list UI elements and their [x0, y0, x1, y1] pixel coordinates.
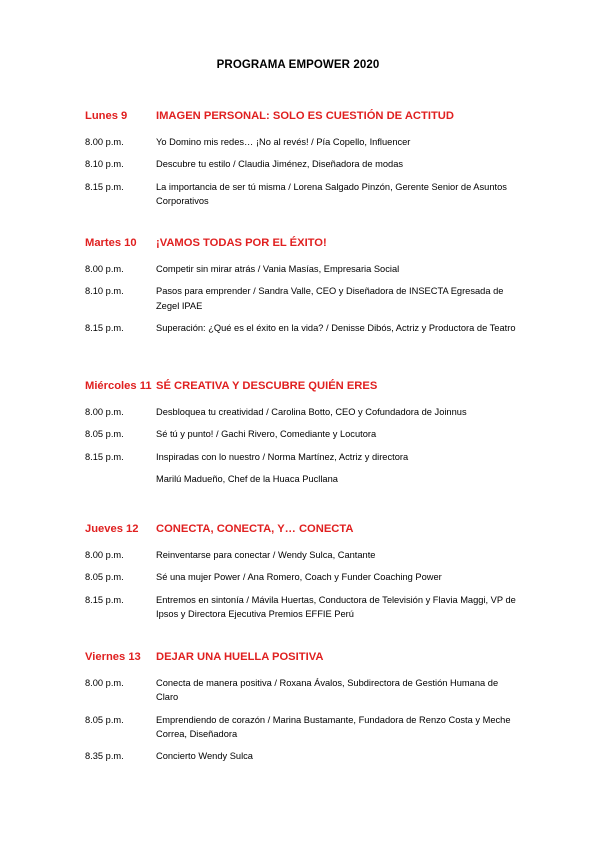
session-row — [85, 262, 525, 276]
session-row — [85, 135, 525, 149]
session-time: 8.00 p.m. — [85, 137, 124, 147]
session-text: La importancia de ser tú misma / Lorena Salgado Pinzón, Gerente Senior de Asuntos Corporativos — [156, 181, 507, 206]
day-label: Martes 10 — [85, 237, 137, 249]
session-time: 8.15 p.m. — [85, 594, 124, 605]
session-time: 8.35 p.m. — [85, 751, 124, 762]
page-title: PROGRAMA EMPOWER 2020 — [216, 59, 380, 71]
session-time: 8.00 p.m. — [85, 678, 124, 688]
session-text: Conecta de manera positiva / Roxana Ávalos, Subdirectora de Gestión Humana de Claro — [156, 678, 499, 703]
day-theme: ¡VAMOS TODAS POR EL ÉXITO! — [156, 237, 327, 249]
day-header — [85, 523, 525, 537]
session-row — [85, 548, 525, 562]
day-label: Viernes 13 — [85, 651, 141, 663]
session-text: Pasos para emprender / Sandra Valle, CEO y Diseñadora de INSECTA Egresada de Zegel IPAE — [156, 286, 504, 311]
session-time: 8.00 p.m. — [85, 407, 124, 417]
session-text: Superación: ¿Qué es el éxito en la vida? / Denisse Dibós, Actriz y Productora de Teatro — [156, 322, 516, 333]
session-row — [85, 593, 525, 622]
session-row — [85, 450, 525, 464]
session-text: Desbloquea tu creatividad / Carolina Botto, CEO y Cofundadora de Joinnus — [156, 407, 467, 417]
session-time: 8.05 p.m. — [85, 429, 124, 440]
session-time: 8.15 p.m. — [85, 181, 124, 192]
session-time: 8.05 p.m. — [85, 572, 124, 583]
session-time: 8.10 p.m. — [85, 286, 124, 297]
session-row — [85, 472, 525, 486]
session-time: 8.15 p.m. — [85, 322, 124, 333]
session-text: Yo Domino mis redes… ¡No al revés! / Pía Copello, Influencer — [156, 137, 411, 147]
day-section-martes — [85, 237, 525, 335]
session-row — [85, 405, 525, 419]
day-section-jueves — [85, 523, 525, 621]
day-section-viernes — [85, 651, 525, 763]
session-row — [85, 157, 525, 171]
day-header — [85, 380, 525, 394]
session-text: Emprendiendo de corazón / Marina Bustamante, Fundadora de Renzo Costa y Meche Correa, Diseñadora — [156, 714, 511, 739]
session-text: Sé tú y punto! / Gachi Rivero, Comediante y Locutora — [156, 429, 377, 440]
session-row — [85, 570, 525, 584]
session-row — [85, 180, 525, 209]
session-text: Concierto Wendy Sulca — [156, 751, 253, 762]
day-label: Miércoles 11 — [85, 380, 152, 392]
day-theme: CONECTA, CONECTA, Y… CONECTA — [156, 523, 354, 535]
day-header — [85, 651, 525, 665]
session-time: 8.10 p.m. — [85, 159, 124, 170]
session-time: 8.15 p.m. — [85, 451, 124, 462]
session-time: 8.00 p.m. — [85, 264, 124, 274]
day-theme: DEJAR UNA HUELLA POSITIVA — [156, 651, 324, 663]
session-row — [85, 713, 525, 742]
day-header — [85, 237, 525, 251]
day-section-lunes — [85, 110, 525, 208]
session-text: Marilú Madueño, Chef de la Huaca Pucllana — [156, 473, 338, 484]
session-row — [85, 284, 525, 313]
session-row — [85, 676, 525, 705]
day-label: Jueves 12 — [85, 523, 139, 535]
session-text: Descubre tu estilo / Claudia Jiménez, Diseñadora de modas — [156, 159, 404, 170]
day-theme: IMAGEN PERSONAL: SOLO ES CUESTIÓN DE ACTITUD — [156, 110, 454, 122]
session-row — [85, 427, 525, 441]
session-row — [85, 321, 525, 335]
session-row — [85, 749, 525, 763]
day-section-miercoles — [85, 380, 525, 486]
day-header — [85, 110, 525, 124]
session-time: 8.05 p.m. — [85, 714, 124, 725]
session-time: 8.00 p.m. — [85, 550, 124, 560]
session-text: Inspiradas con lo nuestro / Norma Martínez, Actriz y directora — [156, 451, 409, 462]
session-text: Reinventarse para conectar / Wendy Sulca, Cantante — [156, 550, 376, 560]
session-text: Entremos en sintonía / Mávila Huertas, Conductora de Televisión y Flavia Maggi, VP de Ipsos y Directora Ejecutiva Premios EFFIE Perú — [156, 594, 516, 619]
day-label: Lunes 9 — [85, 110, 128, 122]
session-text: Sé una mujer Power / Ana Romero, Coach y Funder Coaching Power — [156, 572, 442, 583]
session-text: Competir sin mirar atrás / Vania Masías, Empresaria Social — [156, 264, 400, 274]
day-theme: SÉ CREATIVA Y DESCUBRE QUIÉN ERES — [156, 380, 378, 392]
